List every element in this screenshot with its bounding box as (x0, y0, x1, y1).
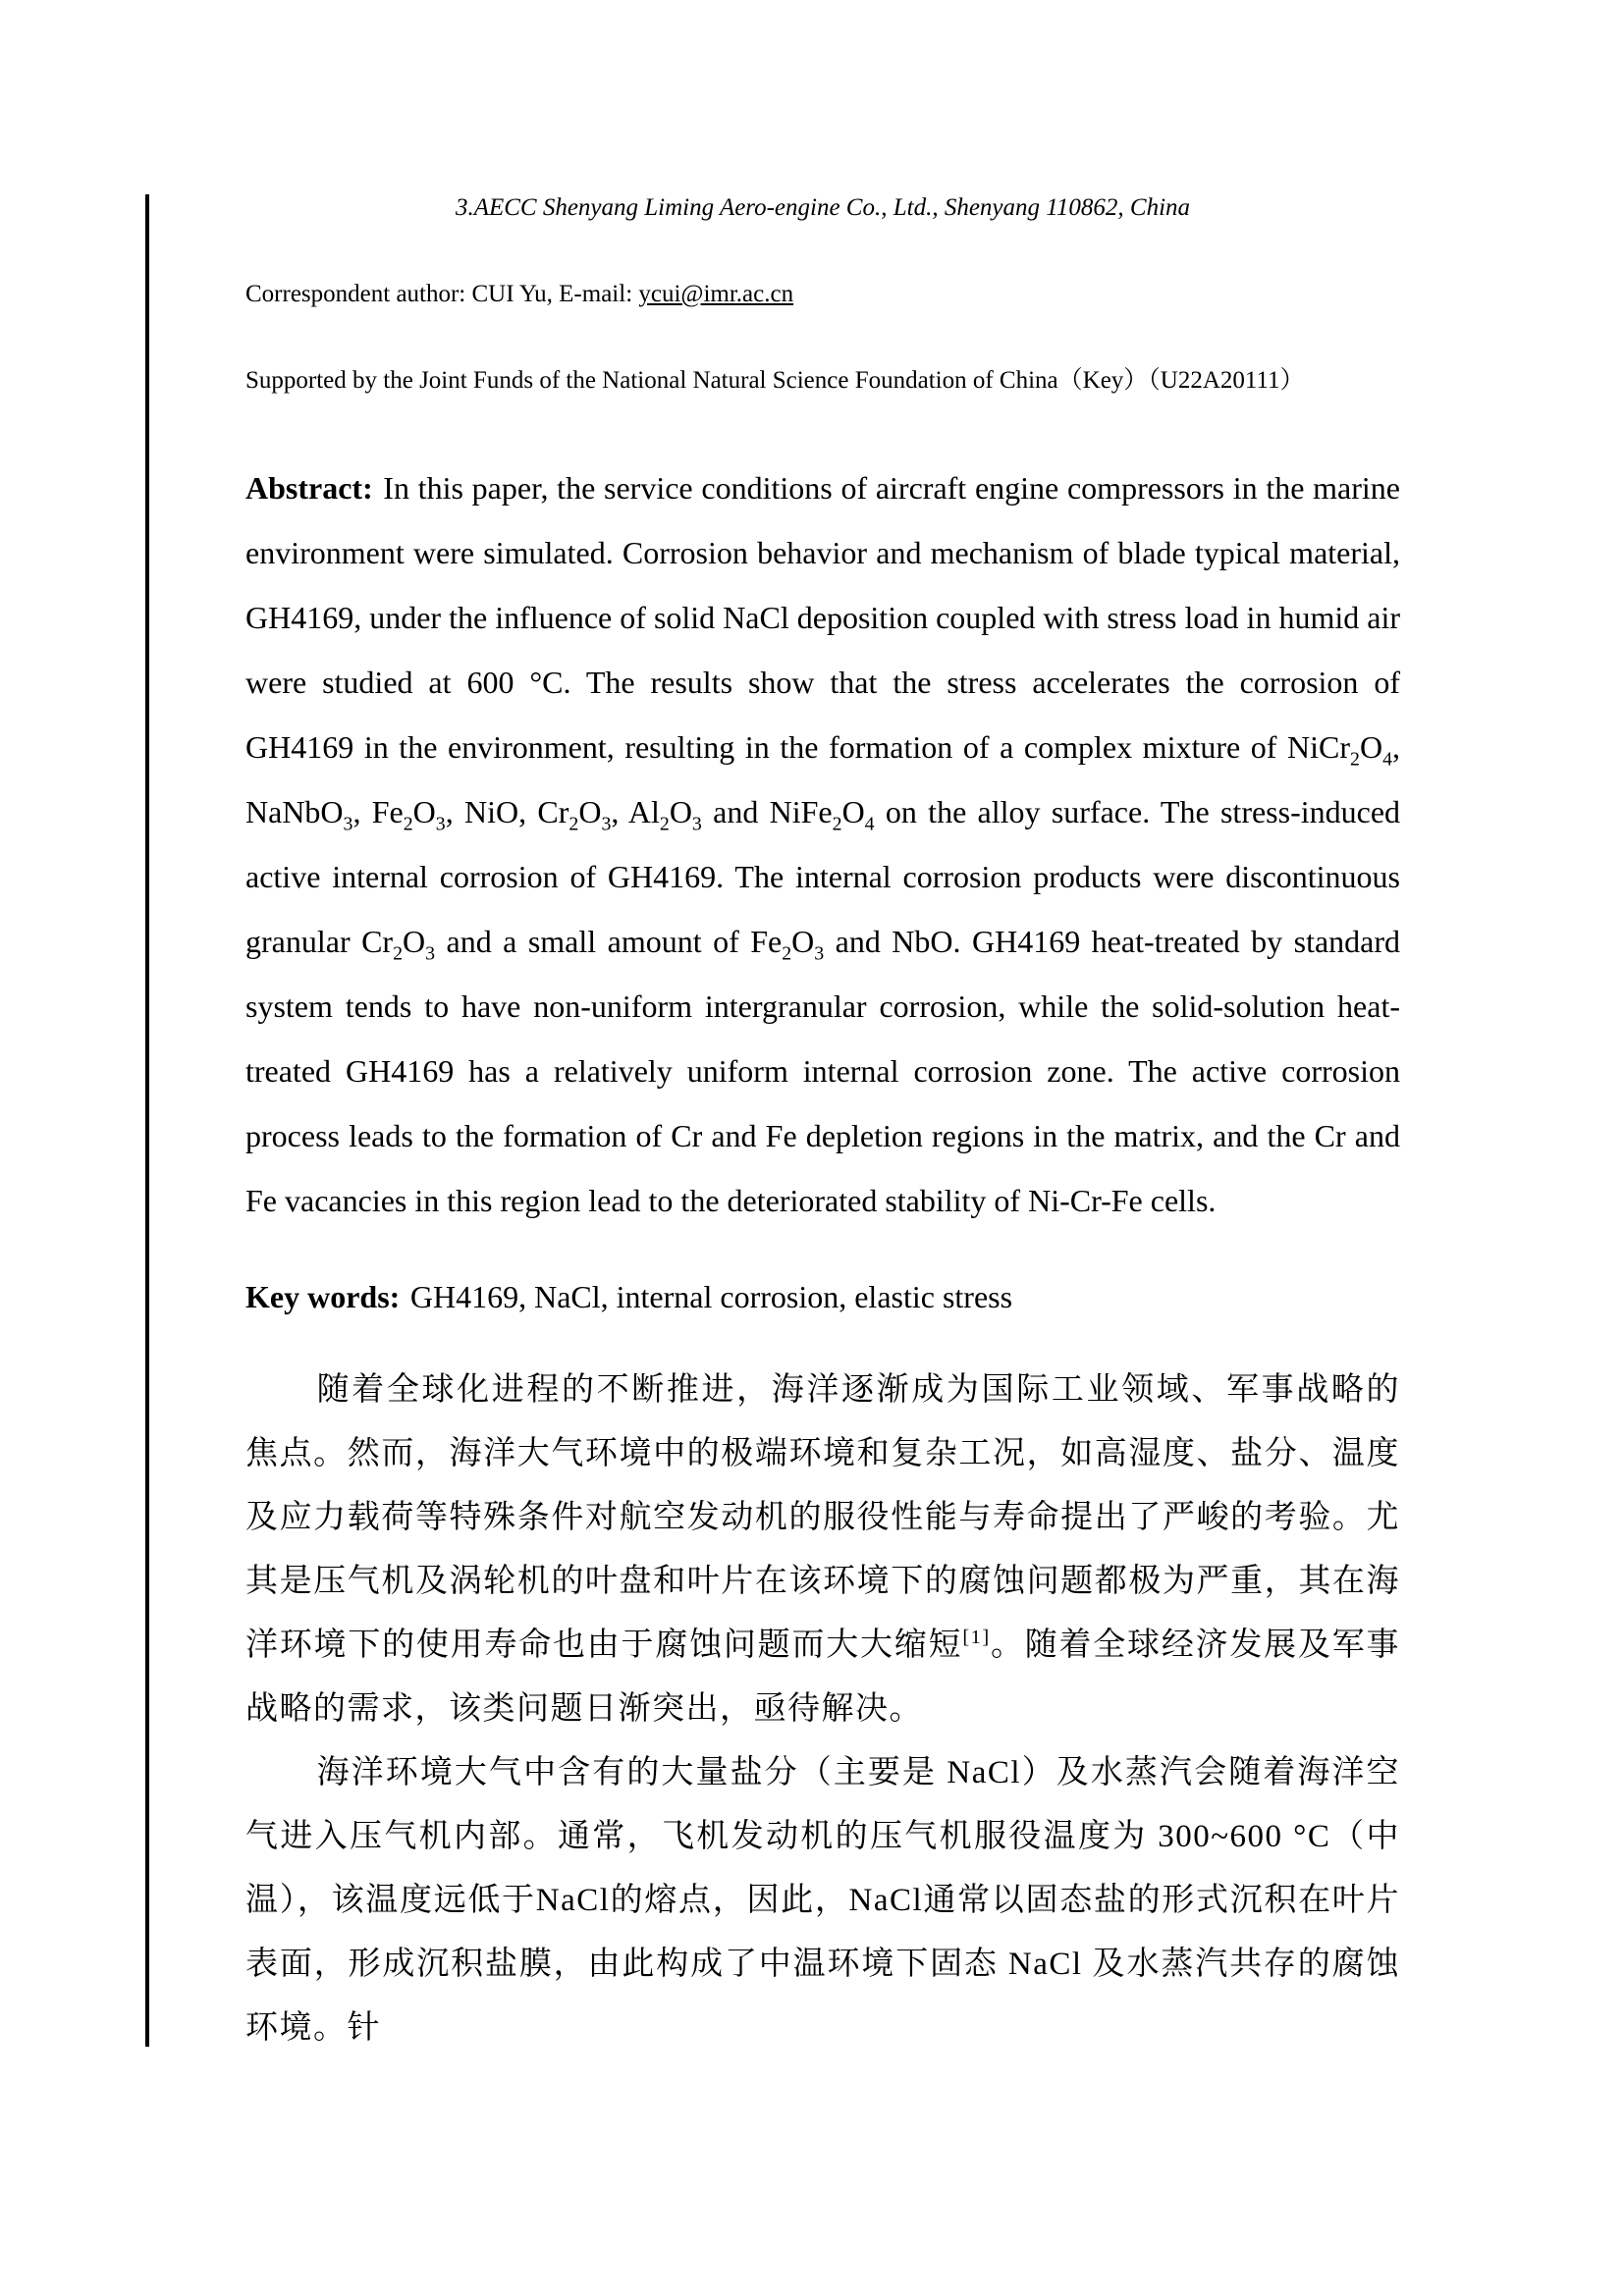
keywords-line (245, 1264, 1400, 1329)
email-link[interactable]: ycui@imr.ac.cn (638, 281, 794, 307)
abstract-paragraph (245, 455, 1400, 1233)
funding-line: Supported by the Joint Funds of the National Natural Science Foundation of China（Key）（U22A20111） (245, 367, 1305, 394)
keywords-label: Key words: (245, 1279, 401, 1314)
correspondent-line (245, 279, 1400, 310)
affiliation-line: 3.AECC Shenyang Liming Aero-engine Co., Ltd., Shenyang 110862, China (455, 194, 1191, 221)
intro-paragraph-2: 海洋环境大气中含有的大量盐分（主要是 NaCl）及水蒸汽会随着海洋空气进入压气机内部。通常，飞机发动机的压气机服役温度为 300~600 °C（中温），该温度远低于NaCl的熔点，因此，NaCl通常以固态盐的形式沉积在叶片表面，形成沉积盐膜，由此构成了中温环境下固态 NaCl 及水蒸汽共存的腐蚀环境。针 (245, 1755, 1400, 2046)
left-margin-line (145, 194, 149, 2047)
intro-paragraph-1: 随着全球化进程的不断推进，海洋逐渐成为国际工业领域、军事战略的焦点。然而，海洋大气环境中的极端环境和复杂工况，如高湿度、盐分、温度及应力载荷等特殊条件对航空发动机的服役性能与寿命提出了严峻的考验。尤其是压气机及涡轮机的叶盘和叶片在该环境下的腐蚀问题都极为严重，其在海洋环境下的使用寿命也由于腐蚀问题而大大缩短[1]。随着全球经济发展及军事战略的需求，该类问题日渐突出，亟待解决。 (245, 1372, 1401, 1727)
abstract-label: Abstract: (245, 470, 373, 506)
correspondent-text: Correspondent author: CUI Yu, E-mail: (245, 281, 639, 307)
abstract-text: In this paper, the service conditions of aircraft engine compressors in the marine environment were simulated. Corrosion behavior and mechanism of blade typical material, GH4169, under the influence of solid NaCl deposition coupled with stress load in humid air were studied at 600 °C. The results show that the stress accelerates the corrosion of GH4169 in the environment, resulting in the formation of a complex mixture of $NiCr_2O_4$, NaNbO$_3$, $Fe_2O_3$, NiO, $Cr_2O_3$, $Al_2O_3$ and $NiFe_2O_4$ on the alloy surface. The stress-induced active internal corrosion of GH4169. The internal corrosion products were discontinuous granular $Cr_2O_3$ and a small amount of $Fe_2O_3$ and NbO. GH4169 heat-treated by standard system tends to have non-uniform intergranular corrosion, while the solid-solution heat-treated GH4169 has a relatively uniform internal corrosion zone. The active corrosion process leads to the formation of Cr and Fe depletion regions in the matrix, and the Cr and Fe vacancies in this region lead to the deteriorated stability of Ni-Cr-Fe cells. (245, 470, 1401, 1218)
keywords-text: GH4169, NaCl, internal corrosion, elastic stress (409, 1279, 1013, 1314)
page-content (245, 192, 1400, 2060)
